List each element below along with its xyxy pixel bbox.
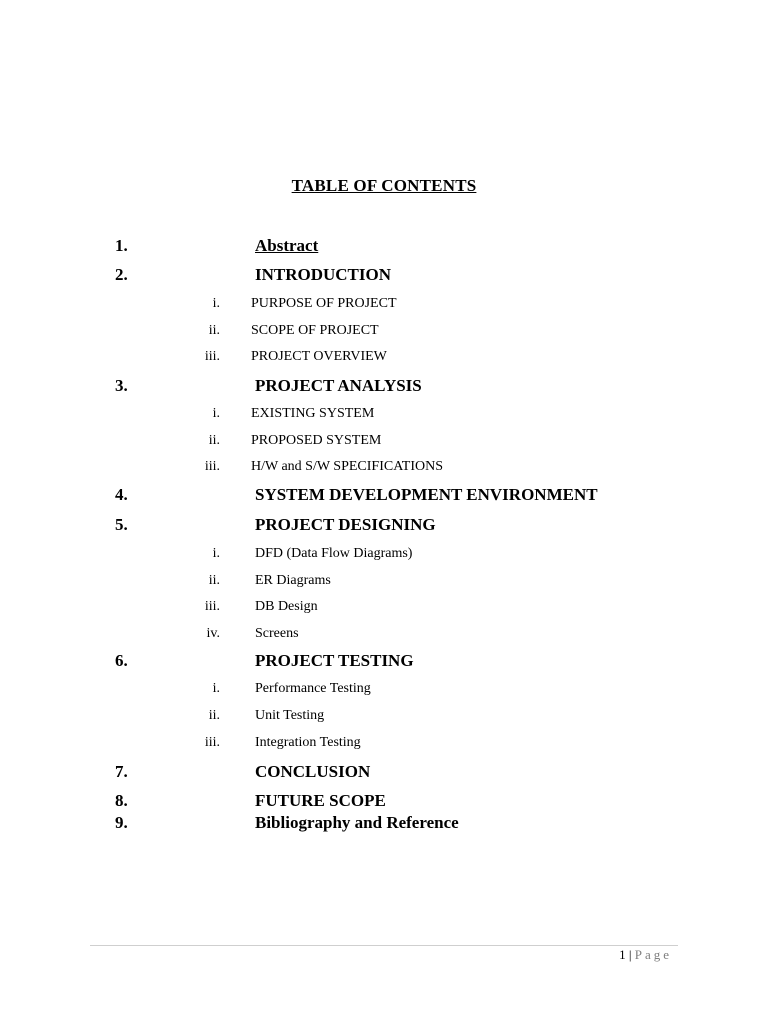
toc-section-heading: PROJECT ANALYSIS: [255, 376, 422, 395]
toc-section-heading: FUTURE SCOPE: [255, 791, 386, 810]
toc-subsection: PROPOSED SYSTEM: [251, 432, 382, 448]
page-number: 1: [619, 947, 626, 962]
toc-number: 4.: [115, 485, 128, 504]
footer-divider: [90, 945, 678, 946]
toc-number: 8.: [115, 791, 128, 810]
toc-section-heading: INTRODUCTION: [255, 265, 392, 284]
toc-sub-numeral: i.: [212, 406, 220, 421]
toc-section-heading: Bibliography and Reference: [255, 813, 459, 832]
toc-subsection: PURPOSE OF PROJECT: [251, 296, 397, 311]
toc-subsection: SCOPE OF PROJECT: [251, 322, 379, 338]
toc-section-heading: SYSTEM DEVELOPMENT ENVIRONMENT: [255, 485, 598, 504]
toc-number: 2.: [115, 265, 128, 284]
toc-sub-numeral: ii.: [208, 707, 220, 723]
toc-number: 6.: [115, 651, 128, 670]
toc-sub-numeral: ii.: [208, 322, 220, 338]
toc-subsection: PROJECT OVERVIEW: [251, 349, 387, 364]
toc-number: 3.: [115, 376, 128, 395]
toc-subsection: Unit Testing: [255, 707, 325, 723]
toc-number: 5.: [115, 515, 128, 534]
toc-sub-numeral: iii.: [204, 349, 220, 364]
toc-subsection: EXISTING SYSTEM: [251, 406, 375, 421]
page-word: Page: [634, 947, 672, 962]
toc-section-heading: CONCLUSION: [255, 762, 371, 781]
toc-section-heading: Abstract: [255, 236, 319, 255]
toc-title: TABLE OF CONTENTS: [291, 176, 477, 195]
toc-sub-numeral: iii.: [204, 734, 220, 750]
footer-separator: |: [628, 947, 632, 962]
toc-subsection: Performance Testing: [255, 681, 371, 696]
toc-subsection: Screens: [255, 625, 299, 641]
toc-number: 1.: [115, 236, 128, 255]
toc-sub-numeral: iii.: [204, 599, 220, 614]
toc-sub-numeral: ii.: [208, 572, 220, 588]
page-footer: [619, 947, 672, 963]
toc-number: 9.: [115, 813, 128, 832]
toc-section-heading: PROJECT DESIGNING: [255, 515, 436, 534]
toc-sub-numeral: iii.: [204, 459, 220, 474]
toc-subsection: Integration Testing: [255, 734, 361, 750]
toc-section-heading: PROJECT TESTING: [255, 651, 414, 670]
toc-sub-numeral: i.: [212, 296, 220, 311]
toc-number: 7.: [115, 762, 128, 781]
toc-sub-numeral: i.: [212, 546, 220, 561]
toc-subsection: DB Design: [255, 599, 318, 614]
toc-sub-numeral: iv.: [206, 625, 220, 641]
toc-sub-numeral: ii.: [208, 432, 220, 448]
toc-subsection: DFD (Data Flow Diagrams): [255, 546, 413, 561]
toc-sub-numeral: i.: [212, 681, 220, 696]
toc-subsection: H/W and S/W SPECIFICATIONS: [251, 459, 444, 474]
toc-subsection: ER Diagrams: [255, 572, 331, 588]
